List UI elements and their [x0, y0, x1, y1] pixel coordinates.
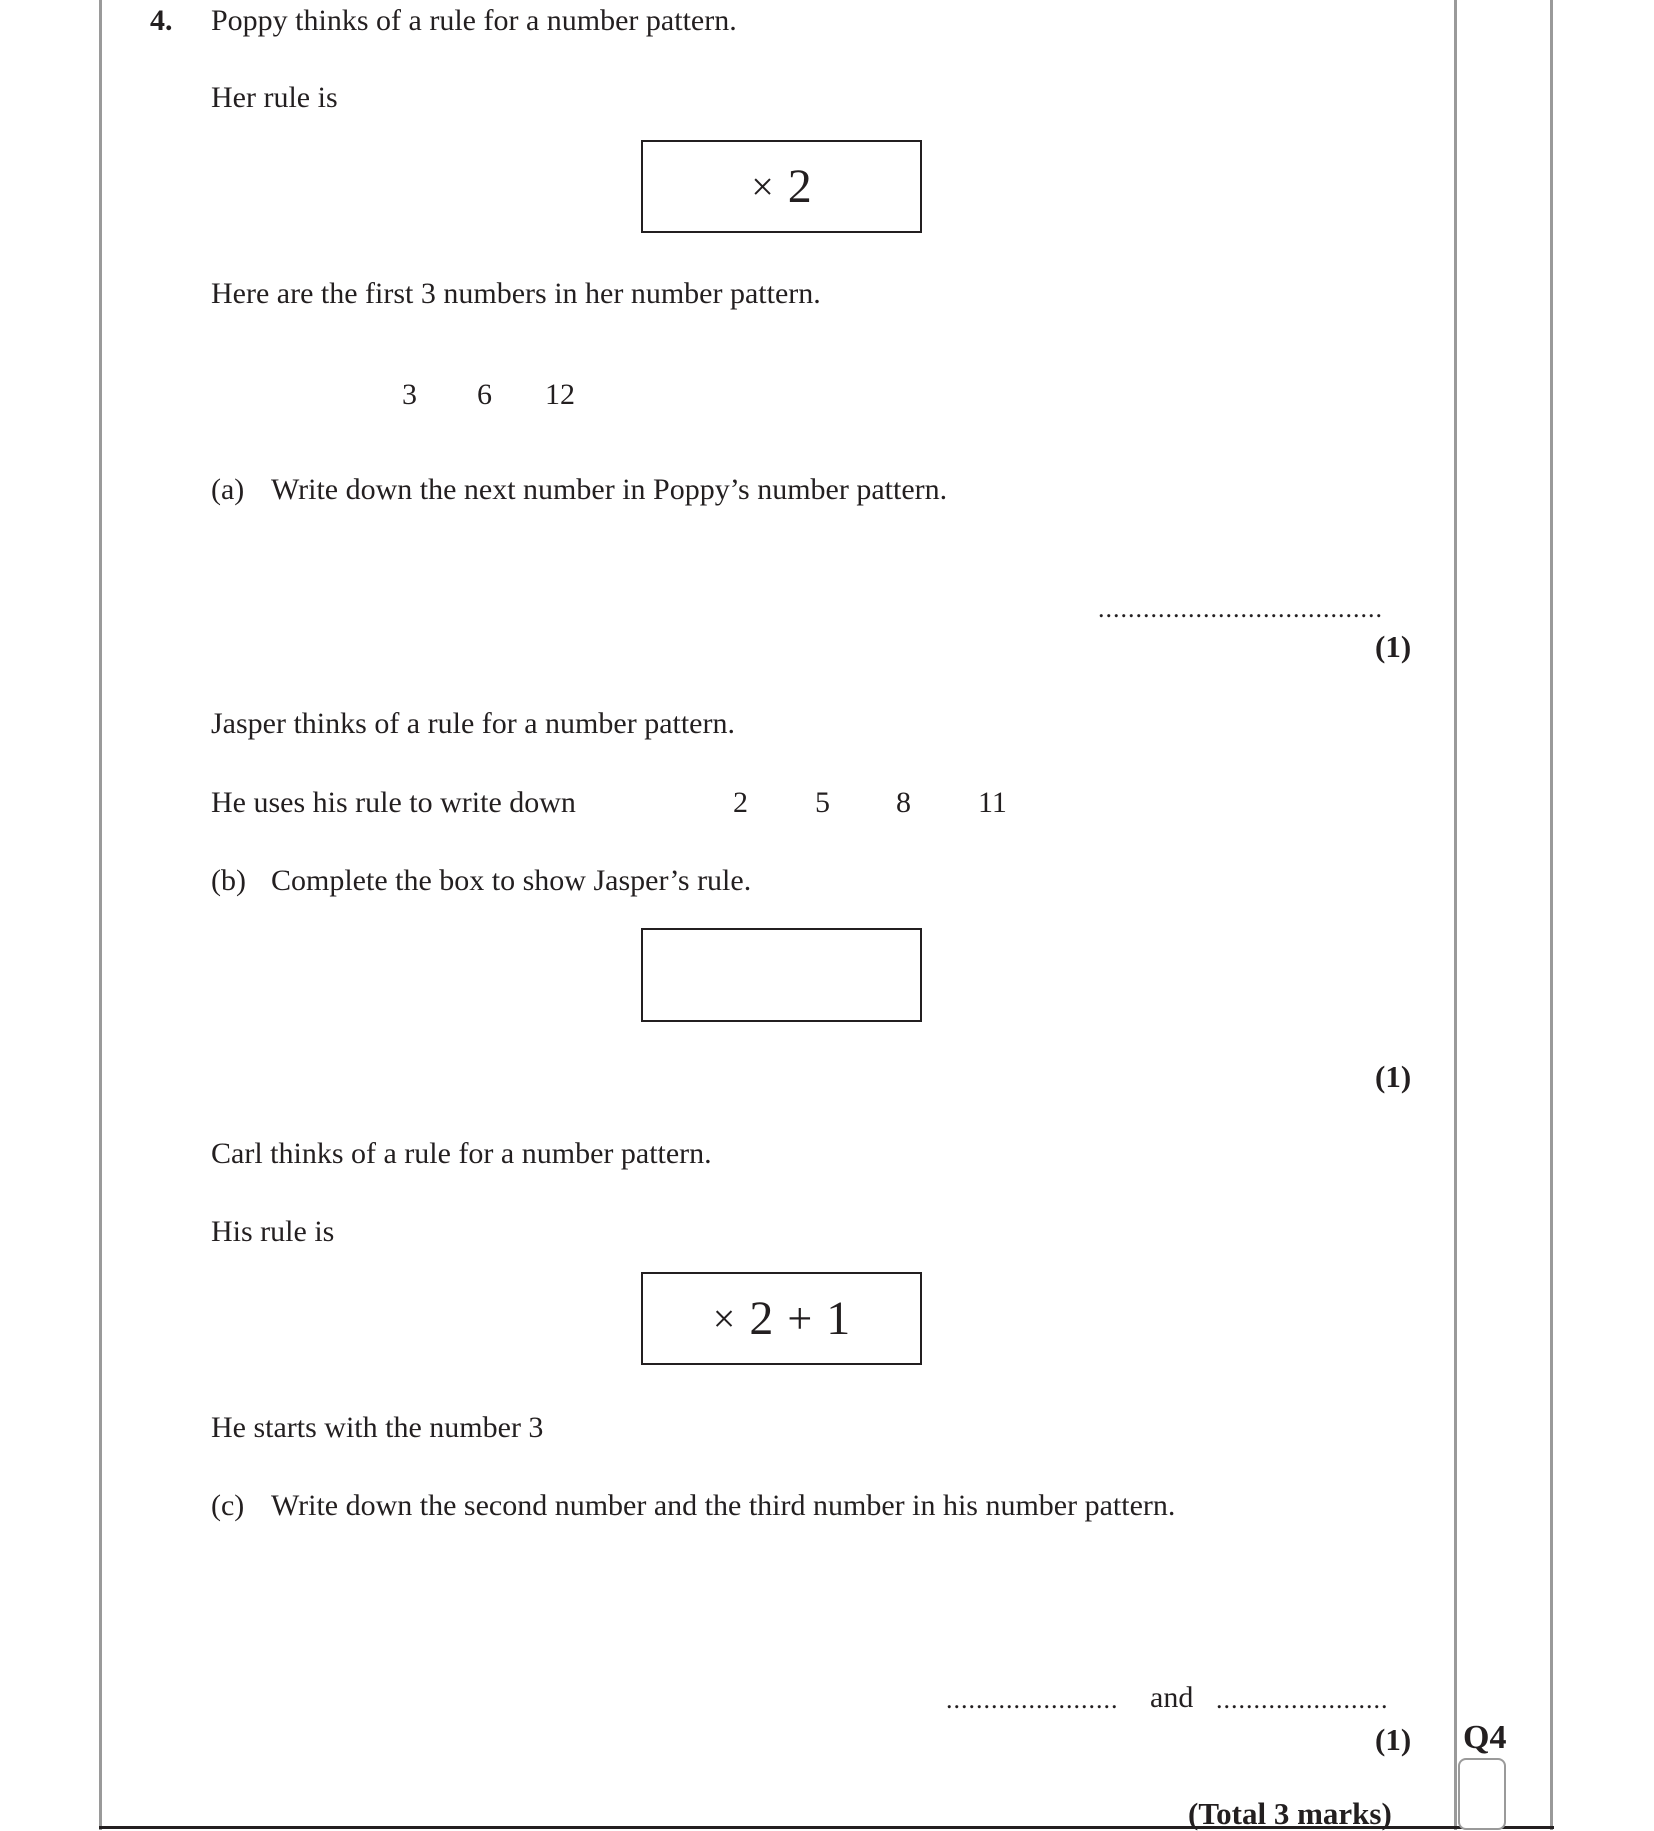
- poppy-rule-label: Her rule is: [211, 81, 338, 114]
- part-b-label: (b): [211, 864, 246, 897]
- rule-value: 2: [787, 160, 812, 213]
- margin-column-left-line: [1454, 0, 1457, 1830]
- poppy-number-2: 6: [477, 378, 492, 411]
- rule-value-1: 2: [749, 1292, 774, 1345]
- poppy-number-1: 3: [402, 378, 417, 411]
- part-c-answer-line-1[interactable]: .......................: [946, 1685, 1119, 1714]
- multiply-symbol: ×: [712, 1296, 736, 1341]
- part-a-text: Write down the next number in Poppy’s number pattern.: [271, 473, 948, 506]
- carl-rule-box: [641, 1272, 922, 1365]
- carl-start-text: He starts with the number 3: [211, 1411, 544, 1444]
- total-marks: (Total 3 marks): [1188, 1796, 1392, 1831]
- jasper-number-1: 2: [733, 786, 748, 819]
- poppy-number-3: 12: [545, 378, 575, 411]
- part-b-text: Complete the box to show Jasper’s rule.: [271, 864, 752, 897]
- pattern-intro: Here are the first 3 numbers in her number pattern.: [211, 277, 821, 310]
- rule-value-2: 1: [826, 1292, 851, 1345]
- question-number: 4.: [150, 4, 173, 37]
- multiply-symbol: ×: [751, 164, 774, 209]
- question-intro: Poppy thinks of a rule for a number pattern.: [211, 4, 737, 37]
- carl-rule-label: His rule is: [211, 1215, 335, 1248]
- jasper-number-3: 8: [896, 786, 911, 819]
- jasper-rule-answer-box[interactable]: [641, 928, 922, 1022]
- part-c-marks: (1): [1375, 1722, 1412, 1757]
- plus-symbol: +: [787, 1294, 813, 1343]
- jasper-intro: Jasper thinks of a rule for a number pattern.: [211, 707, 735, 740]
- part-c-label: (c): [211, 1489, 245, 1522]
- poppy-rule-box: [641, 140, 922, 233]
- jasper-uses-text: He uses his rule to write down: [211, 786, 576, 819]
- jasper-number-4: 11: [978, 786, 1007, 819]
- jasper-number-2: 5: [815, 786, 830, 819]
- carl-intro: Carl thinks of a rule for a number pattern.: [211, 1137, 712, 1170]
- margin-column-right-line: [1550, 0, 1553, 1830]
- part-a-answer-line[interactable]: ......................................: [1098, 594, 1383, 623]
- left-border-line: [99, 0, 102, 1830]
- examiner-score-box[interactable]: [1458, 1758, 1506, 1830]
- part-c-answer-line-2[interactable]: .......................: [1216, 1685, 1389, 1714]
- part-a-label: (a): [211, 473, 245, 506]
- part-b-marks: (1): [1375, 1059, 1412, 1094]
- part-c-text: Write down the second number and the third number in his number pattern.: [271, 1489, 1176, 1522]
- part-a-marks: (1): [1375, 629, 1412, 664]
- margin-question-ref: Q4: [1463, 1719, 1507, 1756]
- part-c-and-label: and: [1150, 1681, 1194, 1714]
